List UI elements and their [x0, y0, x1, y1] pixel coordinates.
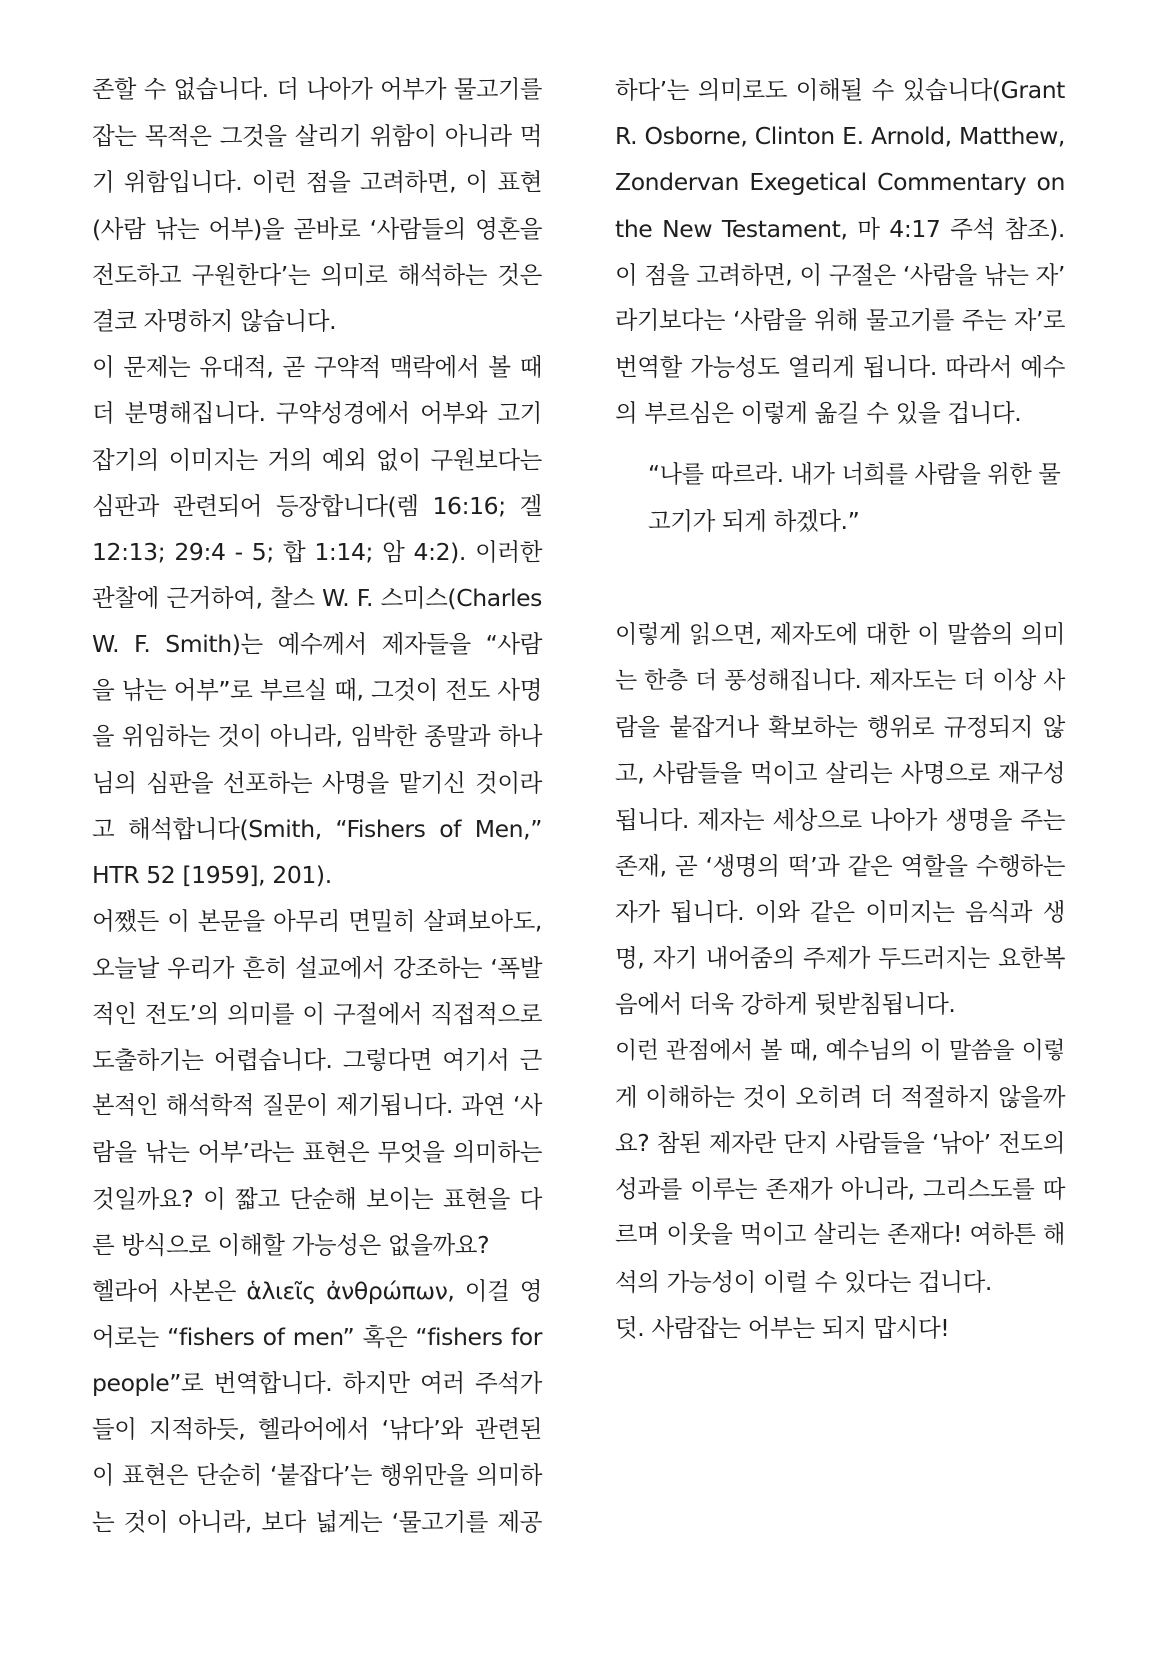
paragraph	[615, 67, 1065, 437]
text-line: 을 위임하는 것이 아니라, 임박한 종말과 하나	[92, 722, 542, 750]
text-line: 기 위함입니다. 이런 점을 고려하면, 이 표현	[92, 168, 542, 197]
text-line: 음에서 더욱 강하게 뒷받침됩니다.	[615, 990, 956, 1019]
text-line: 라기보다는 ‘사람을 위해 물고기를 주는 자’로	[615, 306, 1065, 334]
text-line: W. F. Smith)는 예수께서 제자들을 “사람	[92, 630, 542, 659]
text-line: 이 문제는 유대적, 곧 구약적 맥락에서 볼 때	[92, 353, 542, 382]
text-line: 것일까요? 이 짧고 단순해 보이는 표현을 다	[92, 1184, 542, 1213]
text-line: 요? 참된 제자란 단지 사람들을 ‘낚아’ 전도의	[615, 1128, 1065, 1157]
text-line: 게 이해하는 것이 오히려 더 적절하지 않을까	[615, 1082, 1065, 1111]
text-line: 어로는 “fishers of men” 혹은 “fishers for	[92, 1323, 542, 1352]
text-line: HTR 52 [1959], 201).	[92, 861, 332, 890]
text-line: 을 낚는 어부”로 부르실 때, 그것이 전도 사명	[92, 676, 542, 705]
text-line: 헬라어 사본은 ἁλιεῖς ἀνθρώπων, 이걸 영	[92, 1276, 542, 1305]
text-line: 오늘날 우리가 흔히 설교에서 강조하는 ‘폭발	[92, 953, 542, 982]
text-line: 의 부르심은 이렇게 옮길 수 있을 겁니다.	[615, 399, 1022, 428]
text-line: 심판과 관련되어 등장합니다(렘 16:16; 겔	[92, 491, 542, 520]
text-line: 람을 낚는 어부’라는 표현은 무엇을 의미하는	[92, 1138, 542, 1167]
left-column	[92, 67, 542, 1545]
text-line: 전도하고 구원한다’는 의미로 해석하는 것은	[92, 260, 542, 289]
text-line: 는 것이 아니라, 보다 넓게는 ‘물고기를 제공	[92, 1507, 542, 1536]
paragraph	[92, 67, 542, 344]
text-line: 람을 붙잡거나 확보하는 행위로 규정되지 않	[615, 713, 1065, 742]
text-line: 하다’는 의미로도 이해될 수 있습니다(Grant	[615, 76, 1065, 104]
paragraph	[615, 1305, 1065, 1351]
block-quote	[615, 452, 1065, 544]
text-line: 고 해석합니다(Smith, “Fishers of Men,”	[92, 815, 542, 843]
text-line: 어쨌든 이 본문을 아무리 면밀히 살펴보아도,	[92, 907, 542, 936]
text-line: 고, 사람들을 먹이고 살리는 사명으로 재구성	[615, 759, 1065, 788]
text-line: 는 한층 더 풍성해집니다. 제자도는 더 이상 사	[615, 668, 1065, 695]
text-line: 도출하기는 어렵습니다. 그렇다면 여기서 근	[92, 1045, 542, 1074]
text-line: people”로 번역합니다. 하지만 여러 주석가	[92, 1369, 542, 1398]
paragraph	[92, 344, 542, 898]
quote-line: “나를 따르라. 내가 너희를 사람을 위한 물	[648, 460, 1061, 488]
right-column	[615, 67, 1065, 1351]
text-line: 존재, 곧 ‘생명의 떡’과 같은 역할을 수행하는	[615, 851, 1065, 880]
paragraph	[92, 898, 542, 1268]
text-line: 자가 됩니다. 이와 같은 이미지는 음식과 생	[615, 898, 1065, 926]
text-line: 른 방식으로 이해할 가능성은 없을까요?	[92, 1230, 490, 1259]
text-line: 이런 관점에서 볼 때, 예수님의 이 말씀을 이렇	[615, 1037, 1065, 1064]
paragraph	[92, 1268, 542, 1545]
text-line: 잡기의 이미지는 거의 예외 없이 구원보다는	[92, 445, 542, 474]
text-line: 이 표현은 단순히 ‘붙잡다’는 행위만을 의미하	[92, 1461, 542, 1489]
text-line: R. Osborne, Clinton E. Arnold, Matthew,	[615, 122, 1065, 151]
text-line: 덧. 사람잡는 어부는 되지 맙시다!	[615, 1313, 950, 1342]
text-line: 결코 자명하지 않습니다.	[92, 306, 337, 335]
text-line: 르며 이웃을 먹이고 살리는 존재다! 여하튼 해	[615, 1221, 1065, 1249]
text-line: 12:13; 29:4 - 5; 합 1:14; 암 4:2). 이러한	[92, 537, 542, 566]
text-line: 성과를 이루는 존재가 아니라, 그리스도를 따	[615, 1175, 1065, 1204]
text-line: 이 점을 고려하면, 이 구절은 ‘사람을 낚는 자’	[615, 260, 1065, 289]
text-line: 됩니다. 제자는 세상으로 나아가 생명을 주는	[615, 805, 1065, 834]
paragraph	[615, 612, 1065, 1028]
text-line: 이렇게 읽으면, 제자도에 대한 이 말씀의 의미	[615, 620, 1065, 648]
text-line: 님의 심판을 선포하는 사명을 맡기신 것이라	[92, 768, 542, 797]
text-line: 본적인 해석학적 질문이 제기됩니다. 과연 ‘사	[92, 1092, 542, 1120]
text-line: (사람 낚는 어부)을 곧바로 ‘사람들의 영혼을	[92, 214, 542, 243]
paragraph	[615, 1028, 1065, 1305]
text-line: the New Testament, 마 4:17 주석 참조).	[615, 214, 1065, 243]
text-line: 들이 지적하듯, 헬라어에서 ‘낚다’와 관련된	[92, 1415, 542, 1444]
text-line: 적인 전도’의 의미를 이 구절에서 직접적으로	[92, 999, 542, 1028]
text-line: 석의 가능성이 이럴 수 있다는 겁니다.	[615, 1267, 992, 1296]
text-line: Zondervan Exegetical Commentary on	[615, 168, 1065, 197]
text-line: 존할 수 없습니다. 더 나아가 어부가 물고기를	[92, 76, 542, 103]
text-line: 명, 자기 내어줌의 주제가 두드러지는 요한복	[615, 944, 1065, 973]
quote-line: 고기가 되게 하겠다.”	[648, 506, 860, 535]
text-line: 관찰에 근거하여, 찰스 W. F. 스미스(Charles	[92, 584, 542, 613]
text-line: 더 분명해집니다. 구약성경에서 어부와 고기	[92, 399, 542, 428]
text-line: 번역할 가능성도 열리게 됩니다. 따라서 예수	[615, 353, 1065, 382]
text-line: 잡는 목적은 그것을 살리기 위함이 아니라 먹	[92, 122, 542, 151]
